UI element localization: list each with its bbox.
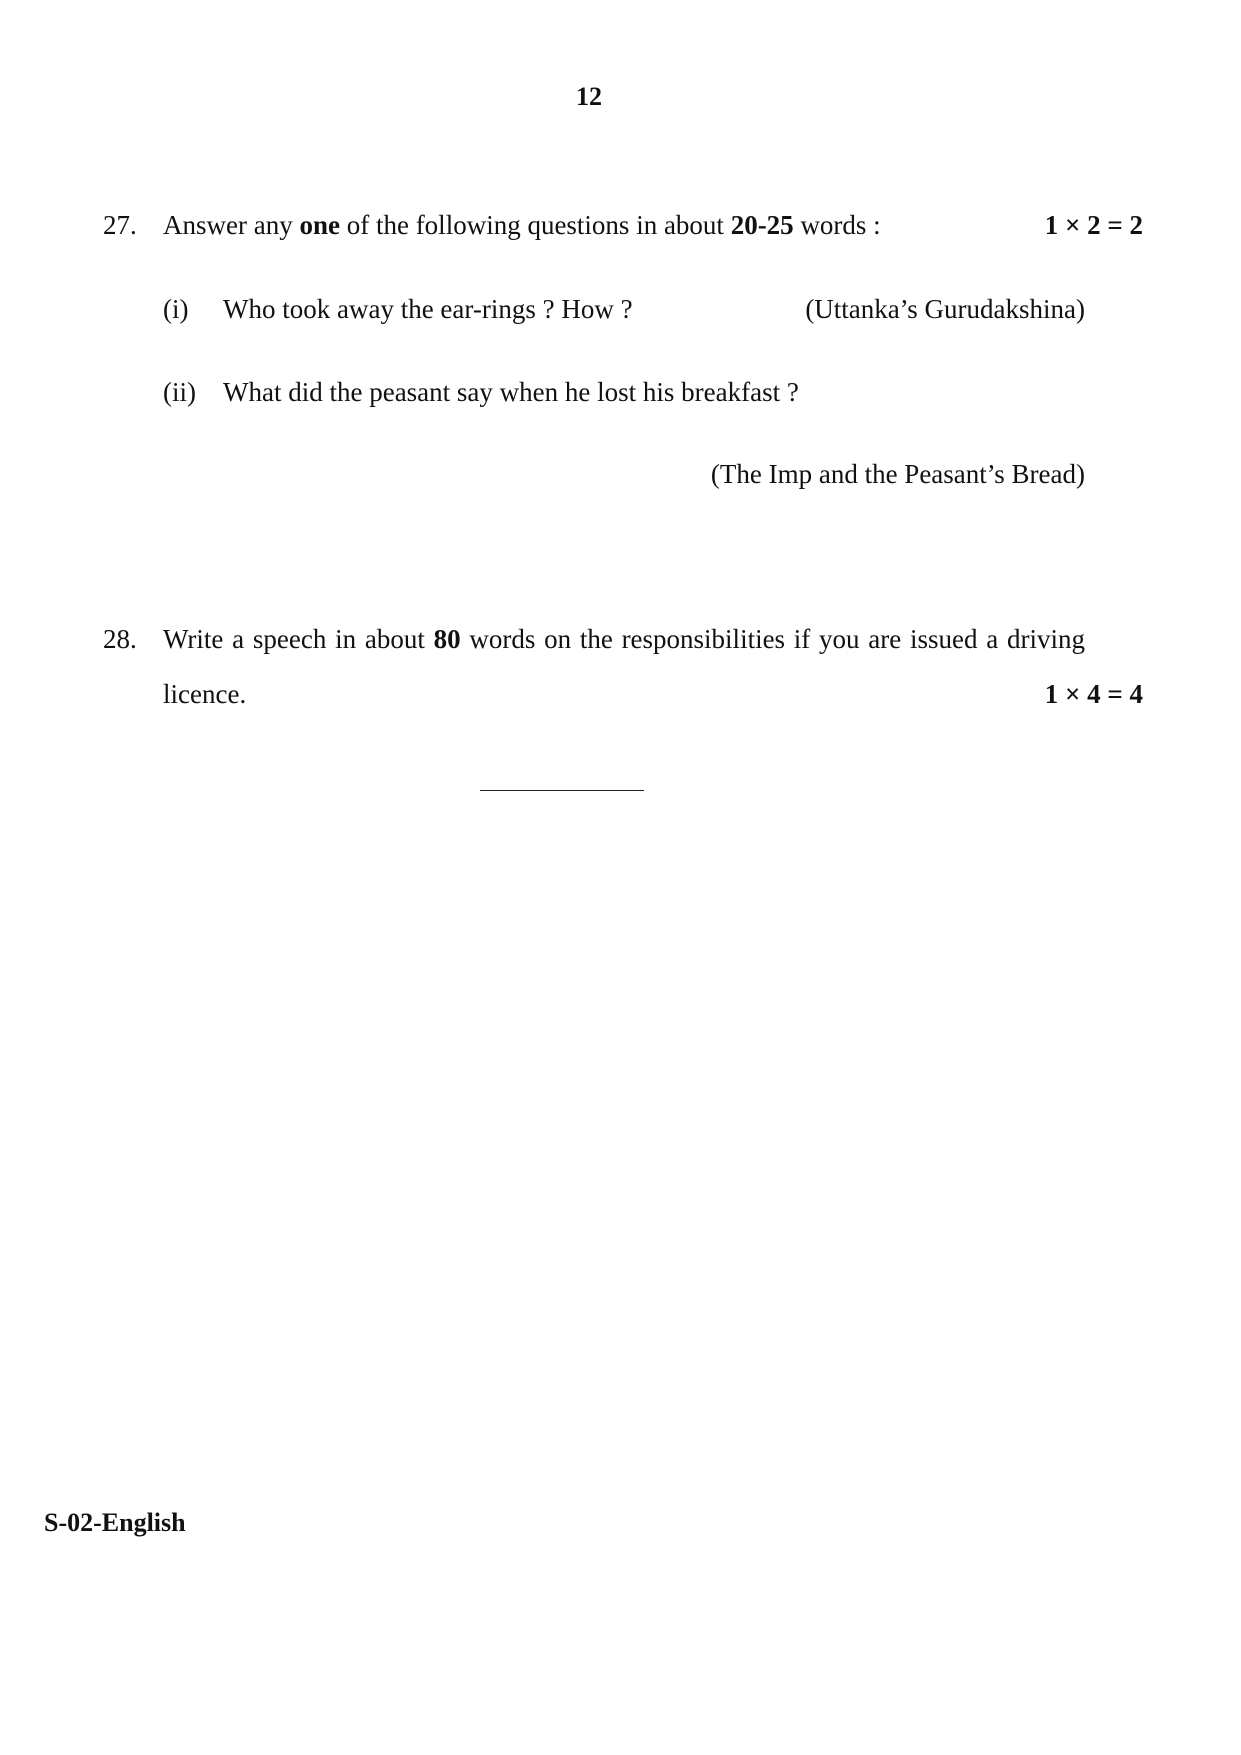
- question-28-emphasis-word-count: 80: [433, 624, 461, 654]
- question-28-number: 28.: [103, 624, 137, 654]
- question-27-text-part-3: words :: [793, 210, 881, 240]
- question-28-text-line-2: licence.: [163, 679, 247, 709]
- question-27-emphasis-word-count: 20-25: [730, 210, 794, 240]
- question-27-number: 27.: [103, 210, 137, 240]
- page-number: 12: [576, 82, 602, 111]
- question-27-item-1-source: (Uttanka’s Gurudakshina): [805, 294, 1085, 324]
- question-27-item-1-text: Who took away the ear-rings ? How ?: [223, 294, 633, 324]
- question-27-emphasis-one: one: [299, 210, 340, 240]
- question-28-marks: 1 × 4 = 4: [1044, 679, 1143, 709]
- question-27-text: [163, 210, 881, 241]
- footer-paper-code: S-02-English: [44, 1508, 186, 1537]
- question-27-item-2-text: What did the peasant say when he lost his breakfast ?: [223, 377, 799, 407]
- question-28-text: [163, 624, 1085, 655]
- question-27-item-2-label: (ii): [163, 377, 196, 407]
- question-28-text-part-1: Write a speech in about: [163, 624, 434, 654]
- end-of-questions-rule: [480, 790, 644, 791]
- question-27-text-part-1: Answer any: [163, 210, 300, 240]
- question-27-item-1-label: (i): [163, 294, 189, 324]
- question-27-item-2-source: (The Imp and the Peasant’s Bread): [710, 459, 1085, 489]
- question-27-text-part-2: of the following questions in about: [339, 210, 731, 240]
- question-28-text-part-2: words on the responsibilities if you are issued a driving: [460, 624, 1086, 654]
- question-27-marks: 1 × 2 = 2: [1044, 210, 1143, 240]
